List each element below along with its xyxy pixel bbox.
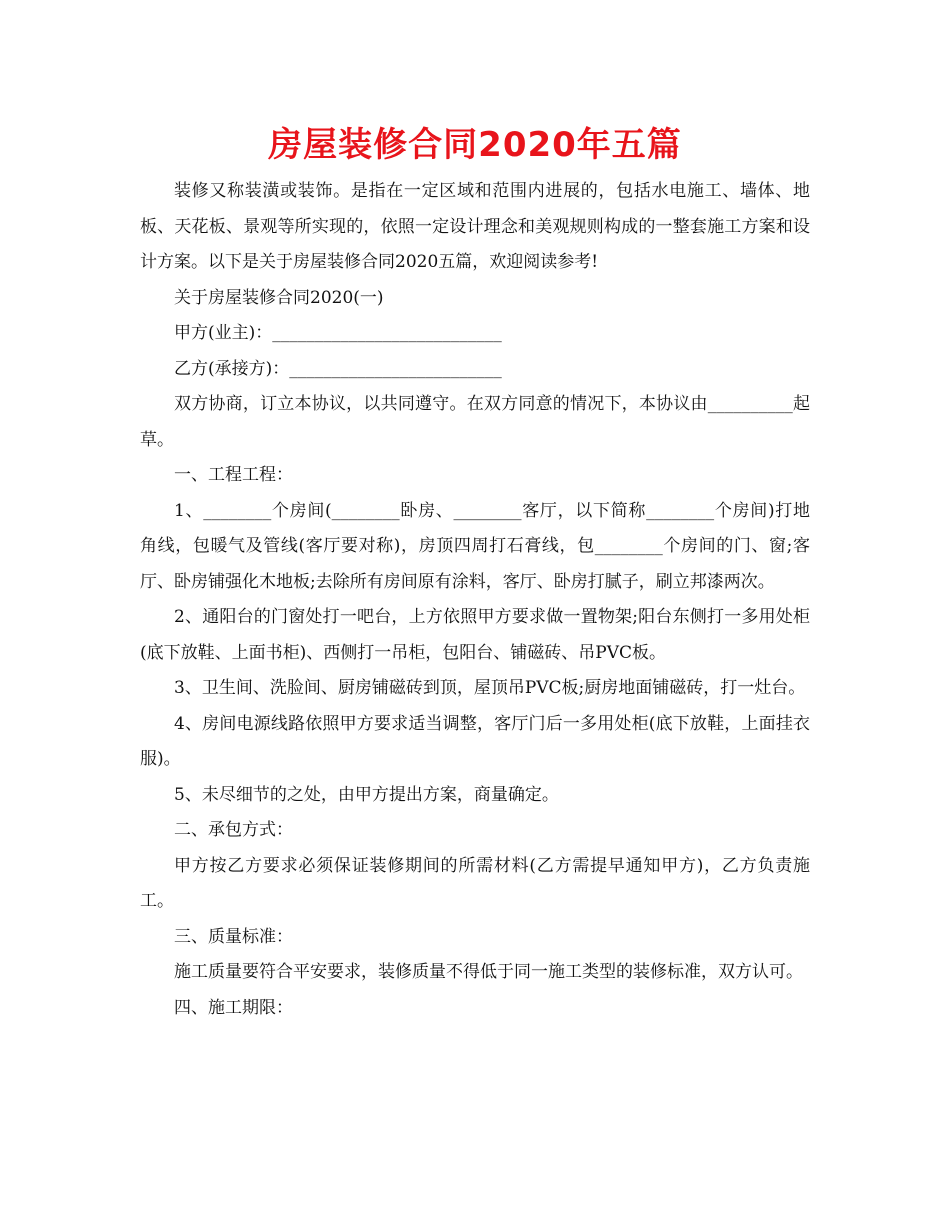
section-heading-project: 一、工程工程：: [174, 465, 293, 485]
contracting-paragraph: 甲方按乙方要求必须保证装修期间的所需材料(乙方需提早通知甲方)，乙方负责施工。: [140, 855, 810, 911]
agreement-paragraph: 双方协商，订立本协议，以共同遵守。在双方同意的情况下，本协议由__________起草。: [140, 394, 810, 450]
quality-paragraph: 施工质量要符合平安要求，装修质量不得低于同一施工类型的装修标准，双方认可。: [174, 962, 803, 982]
party-b-line: 乙方(承接方)：_________________________: [174, 358, 502, 379]
intro-paragraph: 装修又称装潢或装饰。是指在一定区域和范围内进展的，包括水电施工、墙体、地板、天花板、景观等所实现的，依照一定设计理念和美观规则构成的一整套施工方案和设计方案。以下是关于房屋装修合同2020五篇，欢迎阅读参考!: [140, 181, 810, 272]
section-heading-period: 四、施工期限：: [174, 997, 293, 1018]
contract-heading: 关于房屋装修合同2020(一): [174, 287, 384, 308]
clause-5: 5、未尽细节的之处，由甲方提出方案，商量确定。: [174, 784, 559, 805]
document-title: 房屋装修合同2020年五篇: [268, 125, 682, 165]
section-heading-quality: 三、质量标准：: [174, 926, 293, 947]
clause-2: 2、通阳台的门窗处打一吧台，上方依照甲方要求做一置物架;阳台东侧打一多用处柜(底下放鞋、上面书柜)、西侧打一吊柜，包阳台、铺磁砖、吊PVC板。: [140, 607, 810, 663]
clause-3: 3、卫生间、洗脸间、厨房铺磁砖到顶，屋顶吊PVC板;厨房地面铺磁砖，打一灶台。: [174, 678, 806, 698]
clause-4: 4、房间电源线路依照甲方要求适当调整，客厅门后一多用处柜(底下放鞋，上面挂衣服)。: [140, 713, 810, 769]
section-heading-contracting: 二、承包方式：: [174, 820, 293, 840]
clause-1: 1、________个房间(________卧房、________客厅，以下简称________个房间)打地角线，包暖气及管线(客厅要对称)，房顶四周打石膏线，包________个房间的门、窗;客厅、卧房铺强化木地板;去除所有房间原有涂料，客厅、卧房打腻子，刷立邦漆两次。: [140, 500, 810, 592]
party-a-line: 甲方(业主)：___________________________: [174, 323, 502, 343]
